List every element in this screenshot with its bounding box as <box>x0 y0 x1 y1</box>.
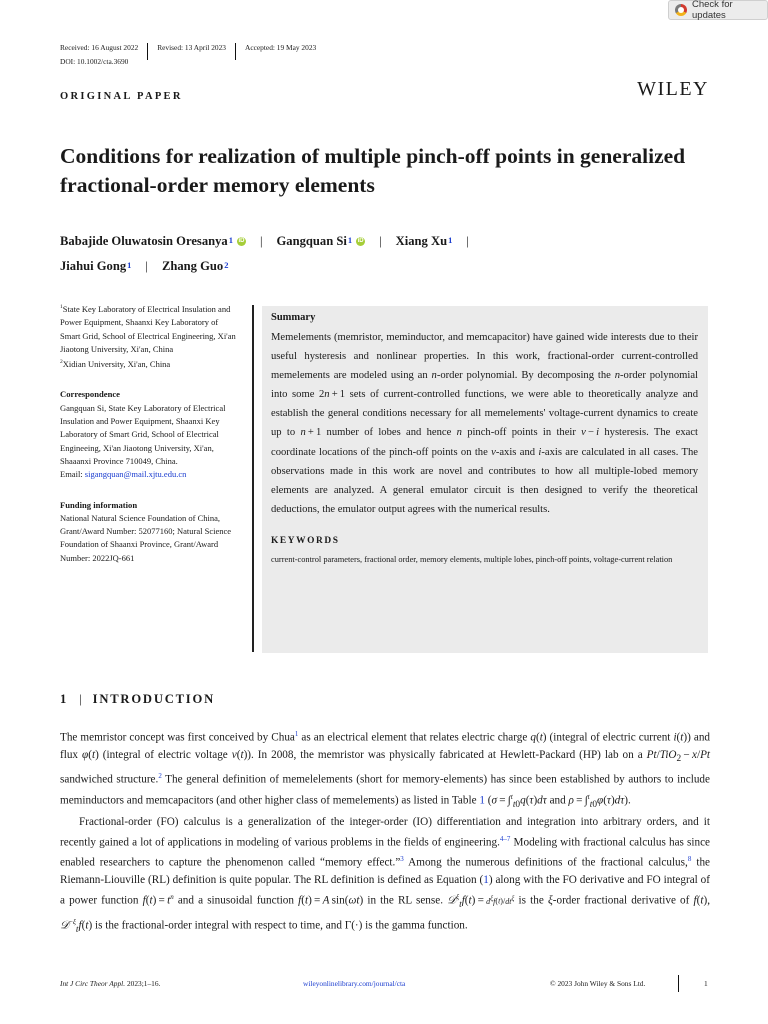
section-heading <box>60 692 215 707</box>
page-number: 1 <box>704 979 708 988</box>
summary-box <box>262 306 708 653</box>
author-name[interactable]: Babajide Oluwatosin Oresanya <box>60 234 228 248</box>
accepted-date: Accepted: 19 May 2023 <box>245 43 317 52</box>
article-history <box>60 39 316 56</box>
publisher-logo: WILEY <box>637 78 709 100</box>
author-separator: | <box>145 259 148 273</box>
author-separator: | <box>259 234 263 248</box>
orcid-icon[interactable]: iD <box>238 238 245 244</box>
summary-text: Memelements (memristor, meminductor, and memcapacitor) have gained wide interests due to their useful hysteresis and nonlinear properties. In this work, fractional-order current-controlled memelements are modeled using an n-order polynomial. By decomposing the n-order polynomial into some 2n + 1 sets of current-controlled functions, we were able to theoretically analyze and establish the general conditions necessary for all memelements' voltage-current dynamics to create up to n + 1 number of lobes and hence n pinch-off points in their v − i hysteresis. The exact coordinate locations of the pinch-off points on the v-axis and i-axis are calculated in all cases. The observations made in this work are novel and contributes to how all multiple-lobed memory elements are analyzed. A general emulator circuit is then designed to verify the theoretical deductions, the emulator output agrees with the numerical results. <box>271 332 698 515</box>
orcid-icon[interactable]: iD <box>357 238 364 244</box>
author-row <box>60 254 720 279</box>
affiliation-marker[interactable]: 2 <box>224 260 229 270</box>
check-for-updates-label: Check for updates <box>692 0 733 21</box>
author-name[interactable]: Xiang Xu <box>395 234 448 248</box>
author-name[interactable]: Gangquan Si <box>276 234 347 248</box>
journal-link[interactable]: wileyonlinelibrary.com/journal/cta <box>303 979 406 988</box>
author-list <box>60 229 720 279</box>
revised-date: Revised: 13 April 2023 <box>157 43 226 52</box>
page-footer <box>60 979 710 988</box>
affiliation-marker[interactable]: 1 <box>448 235 453 245</box>
paragraph: Fractional-order (FO) calculus is a generalization of the integer-order (IO) differentiation and integration into arbitrary orders, and it recently gained a lot of applications in modeling of various problems in the fields of engineering.$^{4-7}$ Modeling with fractional calculus has since enabled researchers to capture the phenomenon called “memory effect.”$^3$ Among the numerous definitions of the fractional calculus,$^8$ the Riemann-Liouville (RL) definition is quite popular. The RL definition is defined as Equation (1) along with the FO derivative and FO integral of a power function $f(t) = t^n$ and a sinusoidal function f(t) = A sin(ωt) in the RL sense. 𝒟$^\xi_t$f(t) = $d^\xi f(t)/dt^\xi$ is the ξ-order fractional derivative of f(t), 𝒟$^{-\xi}_t$f(t) is the fractional-order integral with respect to time, and Γ(·) is the gamma function. <box>60 815 711 936</box>
paragraph: The memristor concept was first conceived by Chua$^1$ as an electrical element that relates electric charge q(t) (integral of electric current i(t)) and flux φ(t) (integral of electric voltage v(t)). In 2008, the memristor was physically fabricated at Hewlett-Packard (HP) lab on a Pt/TiO$_2$ − x/Pt sandwiched structure.$^2$ The general definition of memelelements (short for memory-elements) has since been established by authors to include meminductors and memcapacitors (and other higher class of memelements) as listed in Table 1 (σ = ∫$^t_{t0}$q(τ)dτ and ρ = ∫$^t_{t0}$φ(τ)dτ). <box>60 730 711 810</box>
author-name[interactable]: Zhang Guo <box>161 259 224 273</box>
divider <box>678 975 679 992</box>
author-name[interactable]: Jiahui Gong <box>60 259 127 273</box>
keywords-text: current-control parameters, fractional order, memory elements, multiple lobes, pinch-off points, voltage-current relation <box>271 554 673 564</box>
funding-text: National Natural Science Foundation of China, Grant/Award Number: 52077160; Natural Science Foundation of Shaanxi Province, Grant/Award Number: 2022JQ-661 <box>60 512 232 563</box>
affiliation: $^1$State Key Laboratory of Electrical Insulation and Power Equipment, Shaanxi Key Laboratory of Smart Grid, School of Electrical Engineering, Xi'an Jiaotong University, Xi'an, China <box>60 304 236 354</box>
author-separator: | <box>379 234 382 248</box>
affiliation-marker[interactable]: 1 <box>347 235 353 245</box>
section-separator: | <box>79 692 82 706</box>
sidebar-divider <box>252 305 254 652</box>
affiliation-marker[interactable]: 1 <box>228 235 233 245</box>
crossmark-icon <box>675 4 687 16</box>
article-type: ORIGINAL PAPER <box>60 91 183 102</box>
funding-heading: Funding information <box>60 499 138 510</box>
divider <box>235 43 236 60</box>
correspondence-text: Gangquan Si, State Key Laboratory of Electrical Insulation and Power Equipment, Shaanxi Key Laboratory of Smart Grid, School of Electrical Engineeing, Xi'an Jiaotong University, Xi'an, Shaaanxi Province 710049, China. Email: sigangquan@mail.xjtu.edu.cn <box>60 402 226 480</box>
copyright: © 2023 John Wiley & Sons Ltd. <box>550 979 646 988</box>
email-link[interactable]: sigangquan@mail.xjtu.edu.cn <box>84 469 187 480</box>
correspondence-heading: Correspondence <box>60 389 120 400</box>
affiliation-marker[interactable]: 1 <box>127 260 132 270</box>
intro-body <box>60 726 710 939</box>
summary-heading: Summary <box>271 312 316 323</box>
check-for-updates-button[interactable] <box>668 0 768 20</box>
article-title: Conditions for realization of multiple pinch-off points in generalized fractional-order memory elements <box>60 144 686 197</box>
journal-citation: Int J Circ Theor Appl. 2023;1–16. <box>60 979 161 988</box>
section-title: INTRODUCTION <box>92 692 216 706</box>
author-row <box>60 229 720 254</box>
received-date: Received: 16 August 2022 <box>60 43 139 52</box>
affiliation: $^2$Xidian University, Xi'an, China <box>60 359 171 370</box>
article-info-sidebar <box>60 303 240 565</box>
keywords-heading: KEYWORDS <box>271 535 340 546</box>
section-number: 1 <box>60 692 69 706</box>
doi[interactable]: DOI: 10.1002/cta.3690 <box>60 57 129 66</box>
author-separator: | <box>466 234 469 248</box>
divider <box>147 43 148 60</box>
